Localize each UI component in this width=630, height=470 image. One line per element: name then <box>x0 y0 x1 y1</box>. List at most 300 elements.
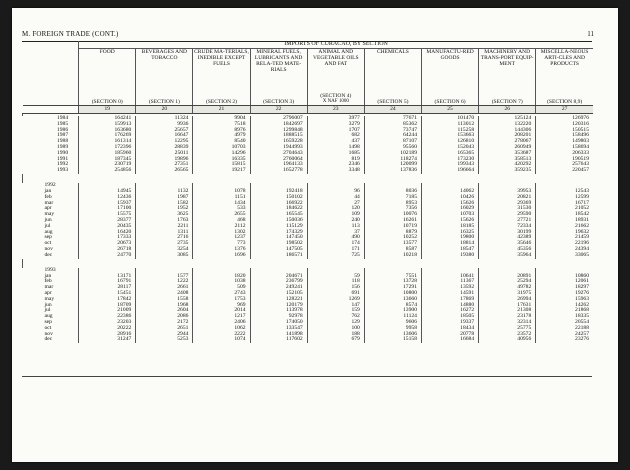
spacer-cell <box>23 259 594 268</box>
data-cell: 19632 <box>536 230 593 236</box>
data-cell: 19896 <box>136 157 193 163</box>
data-cell: 9936 <box>136 122 193 128</box>
section-code: (SECTION 4) <box>320 93 352 99</box>
data-cell: 8574 <box>364 303 421 309</box>
column-number: 26 <box>479 106 536 114</box>
section-title: M. FOREIGN TRADE (CONT.) <box>22 30 119 38</box>
row-label: mar <box>44 284 54 291</box>
data-cell: 23178 <box>479 314 536 320</box>
data-cell: 1753 <box>193 297 250 303</box>
data-cell: 204671 <box>250 274 307 280</box>
data-cell: 1707 <box>307 128 364 134</box>
data-cell: 18185 <box>421 224 478 230</box>
data-cell: 42389 <box>479 235 536 241</box>
data-cell: 152105 <box>250 291 307 297</box>
data-cell: 25775 <box>479 326 536 332</box>
data-cell: 359235 <box>479 168 536 174</box>
data-cell: 16791 <box>79 279 136 285</box>
data-cell: 174 <box>307 241 364 247</box>
column-section-label <box>250 93 307 106</box>
column-section-label <box>79 93 136 106</box>
data-cell: 13171 <box>79 274 136 280</box>
data-cell: 2211 <box>136 224 193 230</box>
data-cell: 208201 <box>479 133 536 139</box>
data-cell: 725 <box>307 253 364 259</box>
data-cell: 172396 <box>79 145 136 151</box>
data-cell: 29369 <box>479 201 536 207</box>
data-cell: 1964133 <box>250 162 307 168</box>
data-cell: 13660 <box>364 297 421 303</box>
data-cell: 33065 <box>536 253 593 259</box>
unit-label: X NAF 1000 <box>322 99 349 104</box>
document-page <box>12 8 618 462</box>
row-label: feb <box>44 278 52 285</box>
data-cell: 23203 <box>79 320 136 326</box>
data-cell: 73747 <box>364 128 421 134</box>
data-cell: 17869 <box>421 297 478 303</box>
data-cell: 22386 <box>79 314 136 320</box>
footer-rule <box>22 376 592 377</box>
data-cell: 12061 <box>536 279 593 285</box>
data-cell: 29590 <box>479 212 536 218</box>
data-cell: 39953 <box>479 189 536 195</box>
data-cell: 141898 <box>250 332 307 338</box>
data-cell: 147450 <box>250 235 307 241</box>
data-cell: 16325 <box>421 230 478 236</box>
data-cell: 17842 <box>79 297 136 303</box>
data-cell: 20222 <box>79 326 136 332</box>
data-cell: 257643 <box>536 162 593 168</box>
data-cell: 358513 <box>479 157 536 163</box>
data-cell: 44 <box>307 195 364 201</box>
data-cell: 1376 <box>193 247 250 253</box>
corner-cell <box>23 93 79 106</box>
row-label: oct <box>44 324 52 331</box>
data-cell: 236799 <box>250 279 307 285</box>
data-cell: 13577 <box>364 241 421 247</box>
column-section-label <box>136 93 193 106</box>
corner-cell <box>23 106 79 114</box>
data-cell: 96 <box>307 189 364 195</box>
data-cell: 7185 <box>364 195 421 201</box>
data-cell: 164241 <box>79 116 136 122</box>
column-category-header: MANUFACTU-RED GOODS <box>421 49 478 94</box>
data-cell: 12543 <box>536 189 593 195</box>
data-cell: 117602 <box>250 337 307 343</box>
data-cell: 10719 <box>364 224 421 230</box>
data-cell: 1820 <box>193 274 250 280</box>
data-cell: 18547 <box>421 247 478 253</box>
spacer-row <box>23 259 594 268</box>
data-cell: 10426 <box>421 195 478 201</box>
data-cell: 21662 <box>536 224 593 230</box>
data-cell: 1987 <box>136 195 193 201</box>
data-cell: 20673 <box>79 241 136 247</box>
data-cell: 14062 <box>421 189 478 195</box>
data-cell: 137836 <box>364 168 421 174</box>
section-code: (SECTION 3) <box>263 99 295 105</box>
data-cell: 1558 <box>136 297 193 303</box>
data-cell: 31530 <box>479 206 536 212</box>
data-cell: 118274 <box>364 157 421 163</box>
data-cell: 437 <box>307 139 364 145</box>
data-cell: 16717 <box>536 201 593 207</box>
column-category-header: MISCELLA-NEOUS ARTI-CLES AND PRODUCTS <box>536 49 593 94</box>
data-cell: 230719 <box>79 162 136 168</box>
corner-cell <box>23 41 79 49</box>
data-cell: 3279 <box>307 122 364 128</box>
column-number: 23 <box>307 106 364 114</box>
data-cell: 468 <box>193 218 250 224</box>
data-cell: 153663 <box>421 133 478 139</box>
column-number: 19 <box>79 106 136 114</box>
data-cell: 2735 <box>136 241 193 247</box>
data-cell: 16272 <box>421 308 478 314</box>
row-label: 1986 <box>56 126 69 133</box>
section-code: (SECTION 6) <box>434 99 466 105</box>
year-heading: 1993 <box>44 266 56 273</box>
data-cell: 159 <box>307 308 364 314</box>
data-cell: 165365 <box>421 151 478 157</box>
section-code: (SECTION 1) <box>148 99 180 105</box>
data-cell: 102189 <box>364 151 421 157</box>
data-cell: 187345 <box>79 157 136 163</box>
data-cell: 18542 <box>536 212 593 218</box>
data-cell: 14262 <box>536 303 593 309</box>
spacer-row <box>23 174 594 183</box>
data-cell: 1074 <box>193 337 250 343</box>
data-cell: 2704643 <box>250 151 307 157</box>
data-cell: 2796007 <box>250 116 307 122</box>
data-cell: 27721 <box>479 218 536 224</box>
data-cell: 19380 <box>421 253 478 259</box>
data-cell: 16335 <box>193 157 250 163</box>
data-cell: 13606 <box>364 332 421 338</box>
data-cell: 188 <box>307 332 364 338</box>
data-cell: 8587 <box>364 247 421 253</box>
data-cell: 15626 <box>421 218 478 224</box>
data-cell: 64244 <box>364 133 421 139</box>
data-cell: 15626 <box>421 201 478 207</box>
data-cell: 3348 <box>307 168 364 174</box>
data-cell: 26994 <box>479 297 536 303</box>
data-cell: 101470 <box>421 116 478 122</box>
data-cell: 2944 <box>136 332 193 338</box>
column-category-header: BEVERAGES AND TOBACCO <box>136 49 193 94</box>
row-label: 1990 <box>56 149 69 156</box>
data-cell: 773 <box>193 241 250 247</box>
data-cell: 18335 <box>536 314 593 320</box>
data-cell: 24257 <box>536 332 593 338</box>
row-label: sep <box>44 318 52 325</box>
data-cell: 353687 <box>479 151 536 157</box>
data-cell: 18434 <box>421 326 478 332</box>
data-cell: 20435 <box>79 224 136 230</box>
data-cell: 682 <box>307 133 364 139</box>
row-label: may <box>44 295 55 302</box>
data-cell: 192418 <box>250 189 307 195</box>
section-code: (SECTION 5) <box>377 99 409 105</box>
row-label: 1988 <box>56 138 69 145</box>
data-cell: 115258 <box>421 128 478 134</box>
data-cell: 2086 <box>136 314 193 320</box>
data-cell: 16647 <box>136 133 193 139</box>
data-cell: 1685 <box>307 151 364 157</box>
data-cell: 2172 <box>136 320 193 326</box>
data-cell: 4979 <box>193 133 250 139</box>
row-label: oct <box>44 240 52 247</box>
data-cell: 1151 <box>193 195 250 201</box>
data-cell: 20778 <box>421 332 478 338</box>
data-cell: 14296 <box>193 151 250 157</box>
data-cell: 2112 <box>193 224 250 230</box>
data-cell: 165545 <box>250 212 307 218</box>
data-cell: 10703 <box>421 212 478 218</box>
row-label: 1993 <box>56 167 69 174</box>
data-cell: 113 <box>307 224 364 230</box>
data-cell: 1888515 <box>250 133 307 139</box>
page-header <box>22 28 594 40</box>
row-label: apr <box>44 289 52 296</box>
data-cell: 8953 <box>364 201 421 207</box>
data-cell: 15963 <box>536 297 593 303</box>
data-cell: 174329 <box>250 230 307 236</box>
data-cell: 18297 <box>536 285 593 291</box>
data-cell: 129 <box>307 320 364 326</box>
column-section-label <box>479 93 536 106</box>
data-cell: 7356 <box>364 206 421 212</box>
data-cell: 163680 <box>79 128 136 134</box>
data-cell: 2346 <box>307 162 364 168</box>
row-label: jan <box>44 272 52 279</box>
data-cell: 28839 <box>136 145 193 151</box>
data-cell: 260949 <box>479 145 536 151</box>
data-cell: 184622 <box>250 206 307 212</box>
data-cell: 126810 <box>421 139 478 145</box>
data-cell: 156 <box>307 285 364 291</box>
data-cell: 22188 <box>536 326 593 332</box>
column-section-label <box>193 93 250 106</box>
data-cell: 11324 <box>136 116 193 122</box>
data-cell: 109 <box>307 212 364 218</box>
row-label: mar <box>44 199 54 206</box>
data-cell: 174050 <box>250 320 307 326</box>
data-cell: 2408 <box>136 291 193 297</box>
data-cell: 21459 <box>536 235 593 241</box>
data-cell: 12599 <box>536 195 593 201</box>
data-cell: 118 <box>307 279 364 285</box>
data-cell: 23572 <box>479 332 536 338</box>
row-label: aug <box>44 228 53 235</box>
data-cell: 1062 <box>193 326 250 332</box>
data-cell: 533 <box>193 206 250 212</box>
data-cell: 220457 <box>536 168 593 174</box>
data-cell: 147505 <box>250 247 307 253</box>
data-cell: 17100 <box>79 206 136 212</box>
data-cell: 25294 <box>479 279 536 285</box>
row-label: dec <box>44 251 53 258</box>
data-cell: 420292 <box>479 162 536 168</box>
data-cell: 490 <box>307 235 364 241</box>
row-label: dec <box>44 336 53 343</box>
data-cell: 20554 <box>536 320 593 326</box>
data-cell: 35646 <box>479 241 536 247</box>
data-cell: 113978 <box>250 308 307 314</box>
section-code: (SECTION 0) <box>91 99 123 105</box>
data-cell: 133547 <box>250 326 307 332</box>
data-cell: 7551 <box>364 274 421 280</box>
data-cell: 166922 <box>250 201 307 207</box>
data-cell: 144306 <box>479 128 536 134</box>
data-cell: 2716 <box>136 235 193 241</box>
column-category-header: MACHINERY AND TRANS-PORT EQUIP-MENT <box>479 49 536 94</box>
data-cell: 85362 <box>364 122 421 128</box>
data-cell: 1582 <box>136 201 193 207</box>
table-super-header: IMPORTS OF CURACAO, BY SECTION <box>79 41 593 49</box>
data-cell: 158496 <box>536 133 593 139</box>
data-cell: 147 <box>307 303 364 309</box>
data-cell: 15451 <box>79 291 136 297</box>
corner-cell <box>23 49 79 94</box>
row-label: jul <box>44 307 51 314</box>
page-number: 11 <box>587 30 594 38</box>
data-cell: 27351 <box>136 162 193 168</box>
data-cell: 12295 <box>136 139 193 145</box>
data-cell: 2743 <box>193 291 250 297</box>
data-cell: 16261 <box>364 218 421 224</box>
data-cell: 1952 <box>136 206 193 212</box>
data-cell: 679 <box>307 337 364 343</box>
data-cell: 1311 <box>136 230 193 236</box>
data-cell: 100 <box>307 326 364 332</box>
data-cell: 95560 <box>364 145 421 151</box>
data-cell: 15937 <box>79 201 136 207</box>
row-label: apr <box>44 205 52 212</box>
data-cell: 13728 <box>364 279 421 285</box>
data-cell: 1132 <box>136 189 193 195</box>
monthly-block <box>23 174 594 343</box>
data-cell: 150102 <box>250 195 307 201</box>
data-cell: 1763 <box>136 218 193 224</box>
data-cell: 21052 <box>536 206 593 212</box>
data-cell: 21009 <box>79 308 136 314</box>
column-category-header: ANIMAL AND VEGETABLE OILS AND FAT <box>307 49 364 94</box>
data-cell: 120099 <box>364 162 421 168</box>
data-cell: 45356 <box>479 247 536 253</box>
data-cell: 691 <box>307 291 364 297</box>
data-cell: 3977 <box>307 116 364 122</box>
column-number: 20 <box>136 106 193 114</box>
row-label: 1992 <box>56 161 69 168</box>
data-cell: 25011 <box>136 151 193 157</box>
data-cell: 278067 <box>479 139 536 145</box>
data-cell: 2222 <box>193 332 250 338</box>
data-cell: 3625 <box>136 212 193 218</box>
data-cell: 40956 <box>479 337 536 343</box>
data-cell: 1577 <box>136 274 193 280</box>
data-cell: 2760064 <box>250 157 307 163</box>
column-number: 24 <box>364 106 421 114</box>
column-number: 25 <box>421 106 478 114</box>
year-heading: 1992 <box>44 182 56 189</box>
data-cell: 25657 <box>136 128 193 134</box>
data-cell: 120 <box>307 206 364 212</box>
data-cell: 15158 <box>364 337 421 343</box>
data-cell: 8879 <box>364 230 421 236</box>
data-cell: 20891 <box>479 274 536 280</box>
data-cell: 1659228 <box>250 139 307 145</box>
column-section-label <box>364 93 421 106</box>
data-cell: 173230 <box>421 157 478 163</box>
data-cell: 31975 <box>479 291 536 297</box>
row-label: may <box>44 211 55 218</box>
data-cell: 1944993 <box>250 145 307 151</box>
data-cell: 17631 <box>479 303 536 309</box>
column-category-header: FOOD <box>79 49 136 94</box>
data-cell: 27 <box>307 201 364 207</box>
data-cell: 28377 <box>79 218 136 224</box>
imports-table <box>22 41 593 343</box>
data-cell: 1222 <box>136 279 193 285</box>
row-label: 1987 <box>56 132 69 139</box>
column-section-label <box>536 93 593 106</box>
data-cell: 19800 <box>421 235 478 241</box>
data-cell: 16420 <box>79 230 136 236</box>
row-label: jun <box>44 216 52 223</box>
column-category-header: CRUDE MA-TERIALS, INEDIBLE EXCEPT FUELS <box>193 49 250 94</box>
data-cell: 14880 <box>421 303 478 309</box>
data-cell: 3085 <box>136 253 193 259</box>
data-cell: 199343 <box>421 162 478 168</box>
data-cell: 186571 <box>250 253 307 259</box>
data-cell: 14591 <box>421 291 478 297</box>
data-cell: 149803 <box>536 139 593 145</box>
column-number: 21 <box>193 106 250 114</box>
data-cell: 19337 <box>421 320 478 326</box>
data-cell: 18709 <box>79 303 136 309</box>
data-cell: 26718 <box>79 247 136 253</box>
data-cell: 249241 <box>250 285 307 291</box>
section-code: (SECTION 8,9) <box>547 99 583 105</box>
data-cell: 10252 <box>364 235 421 241</box>
data-cell: 18931 <box>536 218 593 224</box>
row-label: 1989 <box>56 143 69 150</box>
data-cell: 28117 <box>79 285 136 291</box>
column-category-header: MINERAL FUELS, LUBRICANTS AND RELA-TED MATE-RIALS <box>250 49 307 94</box>
column-number: 27 <box>536 106 593 114</box>
data-cell: 9606 <box>364 320 421 326</box>
data-cell: 10703 <box>193 145 250 151</box>
data-cell: 158694 <box>536 145 593 151</box>
data-cell: 8540 <box>193 139 250 145</box>
data-cell: 2651 <box>136 326 193 332</box>
data-cell: 185960 <box>79 151 136 157</box>
data-cell: 20821 <box>479 195 536 201</box>
column-section-label <box>307 93 364 106</box>
data-cell: 13900 <box>364 308 421 314</box>
data-cell: 8036 <box>364 189 421 195</box>
data-cell: 35964 <box>479 253 536 259</box>
data-cell: 19217 <box>193 168 250 174</box>
data-cell: 2406 <box>193 320 250 326</box>
data-cell: 171 <box>307 247 364 253</box>
data-cell: 72334 <box>479 224 536 230</box>
data-cell: 15575 <box>79 212 136 218</box>
data-cell: 24394 <box>536 247 593 253</box>
data-cell: 15815 <box>193 162 250 168</box>
data-cell: 206333 <box>536 151 593 157</box>
data-cell: 198502 <box>250 241 307 247</box>
